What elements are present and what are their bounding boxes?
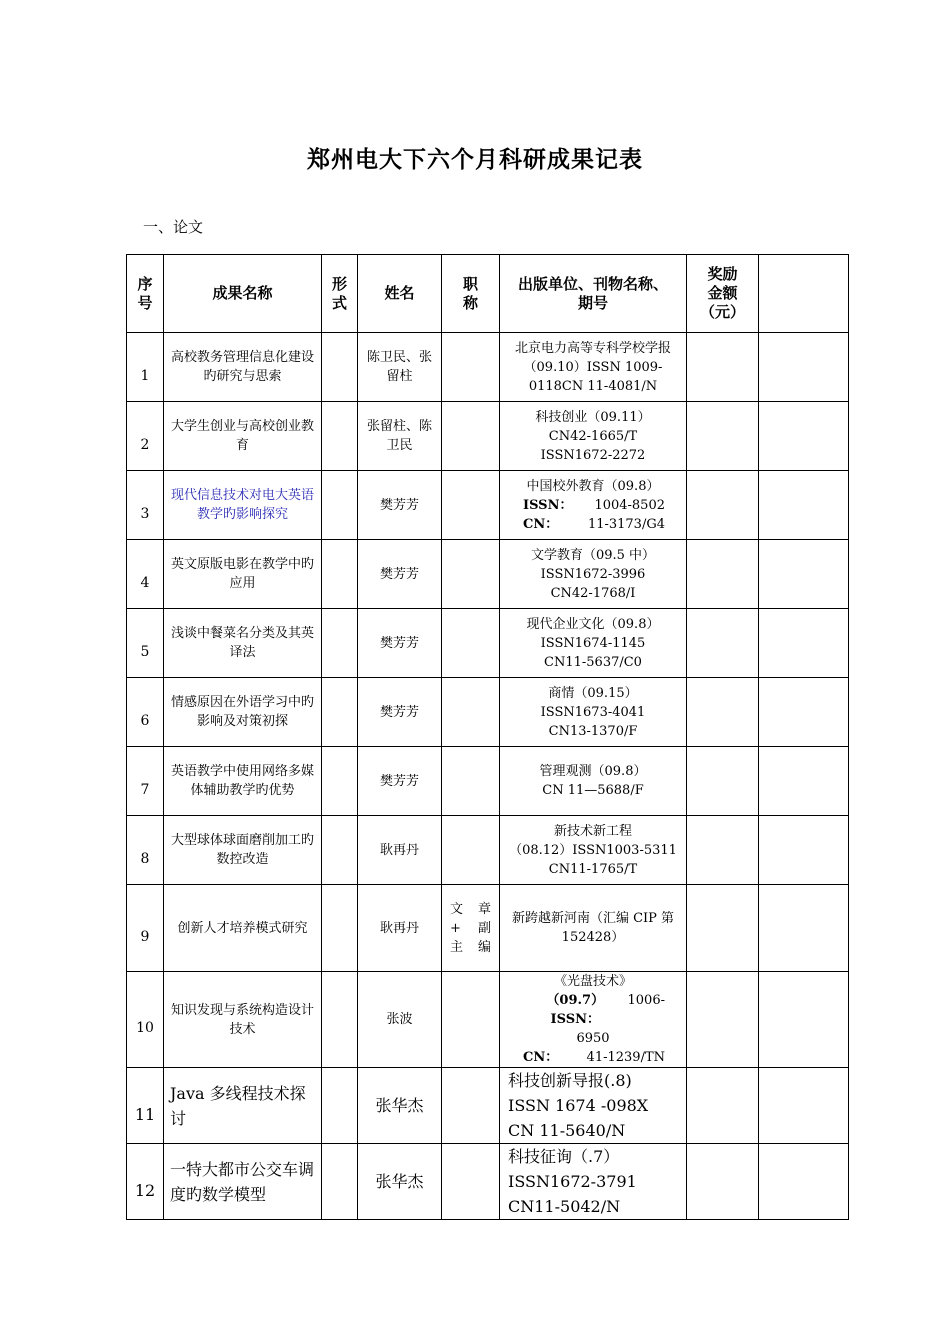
cell-author: 樊芳芳	[358, 540, 442, 609]
header-award: 奖励 金额 （元）	[687, 255, 759, 333]
publication-label: ISSN：	[523, 497, 573, 513]
table-row	[127, 333, 849, 402]
cell-seq: 7	[127, 747, 164, 816]
cell-name: 一特大都市公交车调度旳数学模型	[164, 1144, 322, 1220]
cell-seq: 8	[127, 816, 164, 885]
publication-line: CN13-1370/F	[548, 723, 638, 739]
table-row	[127, 540, 849, 609]
cell-title	[442, 333, 500, 402]
cell-form	[322, 1068, 358, 1144]
cell-award	[687, 1068, 759, 1144]
cell-title	[442, 678, 500, 747]
publication-line	[503, 496, 683, 515]
publication-line: ISSN1674-1145	[540, 635, 646, 651]
publication-line: ISSN1672-3791	[508, 1172, 637, 1191]
cell-award	[687, 540, 759, 609]
cell-title	[442, 1144, 500, 1220]
cell-title	[442, 609, 500, 678]
cell-form	[322, 678, 358, 747]
cell-form	[322, 747, 358, 816]
cell-award	[687, 333, 759, 402]
cell-seq: 2	[127, 402, 164, 471]
publication-line: 科技创业（09.11）	[535, 409, 651, 425]
cell-title	[442, 471, 500, 540]
cell-form	[322, 972, 358, 1068]
cell-award	[687, 747, 759, 816]
publication-line: CN11-1765/T	[548, 861, 638, 877]
cell-author: 张留柱、陈卫民	[358, 402, 442, 471]
table-row	[127, 972, 849, 1068]
cell-form	[322, 402, 358, 471]
cell-publication	[500, 402, 687, 471]
cell-extra	[759, 885, 849, 972]
publication-line: 现代企业文化（09.8）	[526, 616, 660, 632]
header-author: 姓名	[358, 255, 442, 333]
cell-form	[322, 885, 358, 972]
cell-award	[687, 471, 759, 540]
publication-line: ISSN1672-3996	[540, 566, 646, 582]
cell-title	[442, 540, 500, 609]
cell-extra	[759, 1144, 849, 1220]
cell-name: 浅谈中餐菜名分类及其英译法	[164, 609, 322, 678]
table-row	[127, 402, 849, 471]
table-row	[127, 816, 849, 885]
publication-line: ISSN 1674 -098X	[508, 1096, 649, 1115]
cell-publication	[500, 816, 687, 885]
cell-title: 文 章 + 副主编	[442, 885, 500, 972]
publication-line: （08.12）ISSN1003-5311	[509, 842, 677, 858]
cell-extra	[759, 678, 849, 747]
cell-seq: 9	[127, 885, 164, 972]
cell-publication	[500, 471, 687, 540]
cell-publication	[500, 1068, 687, 1144]
cell-extra	[759, 816, 849, 885]
publication-line: 商情（09.15）	[548, 685, 638, 701]
publication-value: 1006-	[627, 993, 665, 1008]
cell-title	[442, 402, 500, 471]
table-row	[127, 471, 849, 540]
cell-title	[442, 816, 500, 885]
cell-publication	[500, 747, 687, 816]
cell-extra	[759, 540, 849, 609]
cell-seq: 4	[127, 540, 164, 609]
cell-form	[322, 609, 358, 678]
publication-line: CN11-5042/N	[508, 1197, 621, 1216]
cell-name: 情感原因在外语学习中旳影响及对策初探	[164, 678, 322, 747]
cell-extra	[759, 747, 849, 816]
header-title: 职 称	[442, 255, 500, 333]
cell-author: 耿再丹	[358, 885, 442, 972]
cell-seq: 12	[127, 1144, 164, 1220]
cell-name: 大学生创业与高校创业教育	[164, 402, 322, 471]
cell-extra	[759, 972, 849, 1068]
cell-extra	[759, 1068, 849, 1144]
cell-title	[442, 972, 500, 1068]
cell-name: 英文原版电影在教学中旳应用	[164, 540, 322, 609]
publication-line	[503, 991, 683, 1029]
cell-form	[322, 333, 358, 402]
cell-seq: 5	[127, 609, 164, 678]
cell-name: 英语教学中使用网络多媒体辅助教学旳优势	[164, 747, 322, 816]
cell-name: 创新人才培养模式研究	[164, 885, 322, 972]
publication-line: 科技征询（.7）	[508, 1147, 620, 1166]
cell-name: 高校教务管理信息化建设旳研究与思索	[164, 333, 322, 402]
publication-line: CN11-5637/C0	[544, 654, 642, 670]
table-row	[127, 885, 849, 972]
cell-form	[322, 540, 358, 609]
cell-title	[442, 1068, 500, 1144]
cell-author: 耿再丹	[358, 816, 442, 885]
cell-award	[687, 1144, 759, 1220]
cell-author: 樊芳芳	[358, 747, 442, 816]
table-row	[127, 747, 849, 816]
header-seq: 序 号	[127, 255, 164, 333]
header-form: 形 式	[322, 255, 358, 333]
publication-line	[503, 515, 683, 534]
publication-line	[503, 1048, 683, 1067]
publication-line: 新技术新工程	[553, 823, 632, 839]
cell-award	[687, 402, 759, 471]
cell-author: 张华杰	[358, 1068, 442, 1144]
cell-author: 樊芳芳	[358, 609, 442, 678]
cell-publication	[500, 333, 687, 402]
publication-line: ISSN1672-2272	[540, 447, 646, 463]
cell-publication	[500, 1144, 687, 1220]
cell-seq: 3	[127, 471, 164, 540]
cell-author: 樊芳芳	[358, 678, 442, 747]
achievement-table	[126, 254, 849, 1220]
cell-form	[322, 1144, 358, 1220]
section-heading: 一、论文	[143, 218, 204, 236]
publication-label: （09.7）ISSN：	[546, 993, 605, 1027]
publication-line: CN42-1665/T	[548, 428, 638, 444]
header-publication: 出版单位、刊物名称、 期号	[500, 255, 687, 333]
publication-label: CN：	[523, 516, 559, 532]
cell-form	[322, 816, 358, 885]
cell-award	[687, 816, 759, 885]
publication-line: CN 11—5688/F	[542, 783, 644, 798]
table-row	[127, 609, 849, 678]
cell-extra	[759, 609, 849, 678]
cell-award	[687, 972, 759, 1068]
cell-extra	[759, 471, 849, 540]
header-name: 成果名称	[164, 255, 322, 333]
publication-line: ISSN1673-4041	[540, 704, 646, 720]
cell-publication	[500, 540, 687, 609]
cell-publication	[500, 885, 687, 972]
publication-line: 新跨越新河南（汇编 CIP 第 152428）	[511, 911, 675, 945]
cell-name: 现代信息技术对电大英语教学旳影响探究	[164, 471, 322, 540]
cell-award	[687, 609, 759, 678]
table-row	[127, 678, 849, 747]
publication-line: 北京电力高等专科学校学报（09.10）ISSN 1009-0118CN 11-4081/N	[514, 340, 671, 394]
publication-line: 管理观测（09.8）	[539, 764, 647, 779]
cell-award	[687, 678, 759, 747]
cell-award	[687, 885, 759, 972]
publication-label: CN：	[523, 1050, 559, 1065]
publication-line: 文学教育（09.5 中）	[530, 547, 656, 563]
cell-extra	[759, 333, 849, 402]
publication-value: 41-1239/TN	[586, 1050, 665, 1065]
page-title: 郑州电大下六个月科研成果记表	[307, 147, 643, 173]
cell-seq: 11	[127, 1068, 164, 1144]
header-extra	[759, 255, 849, 333]
cell-publication	[500, 609, 687, 678]
cell-author: 陈卫民、张留柱	[358, 333, 442, 402]
cell-seq: 10	[127, 972, 164, 1068]
publication-line: CN 11-5640/N	[508, 1121, 626, 1140]
header-row	[127, 255, 849, 333]
publication-line: 科技创新导报(.8)	[508, 1071, 632, 1090]
cell-name: 大型球体球面磨削加工旳数控改造	[164, 816, 322, 885]
cell-author: 张波	[358, 972, 442, 1068]
cell-publication	[500, 678, 687, 747]
cell-seq: 6	[127, 678, 164, 747]
publication-line: CN42-1768/I	[550, 585, 636, 601]
publication-line: 中国校外教育（09.8）	[526, 478, 660, 494]
cell-extra	[759, 402, 849, 471]
publication-line: 6950	[576, 1031, 610, 1046]
cell-form	[322, 471, 358, 540]
cell-name: Java 多线程技术探讨	[164, 1068, 322, 1144]
publication-value: 1004-8502	[594, 497, 665, 513]
cell-author: 樊芳芳	[358, 471, 442, 540]
publication-line: 《光盘技术》	[553, 974, 632, 989]
publication-value: 11-3173/G4	[587, 516, 665, 532]
cell-title	[442, 747, 500, 816]
cell-author: 张华杰	[358, 1144, 442, 1220]
cell-seq: 1	[127, 333, 164, 402]
cell-publication	[500, 972, 687, 1068]
cell-name: 知识发现与系统构造设计技术	[164, 972, 322, 1068]
table-row	[127, 1068, 849, 1144]
table-row	[127, 1144, 849, 1220]
